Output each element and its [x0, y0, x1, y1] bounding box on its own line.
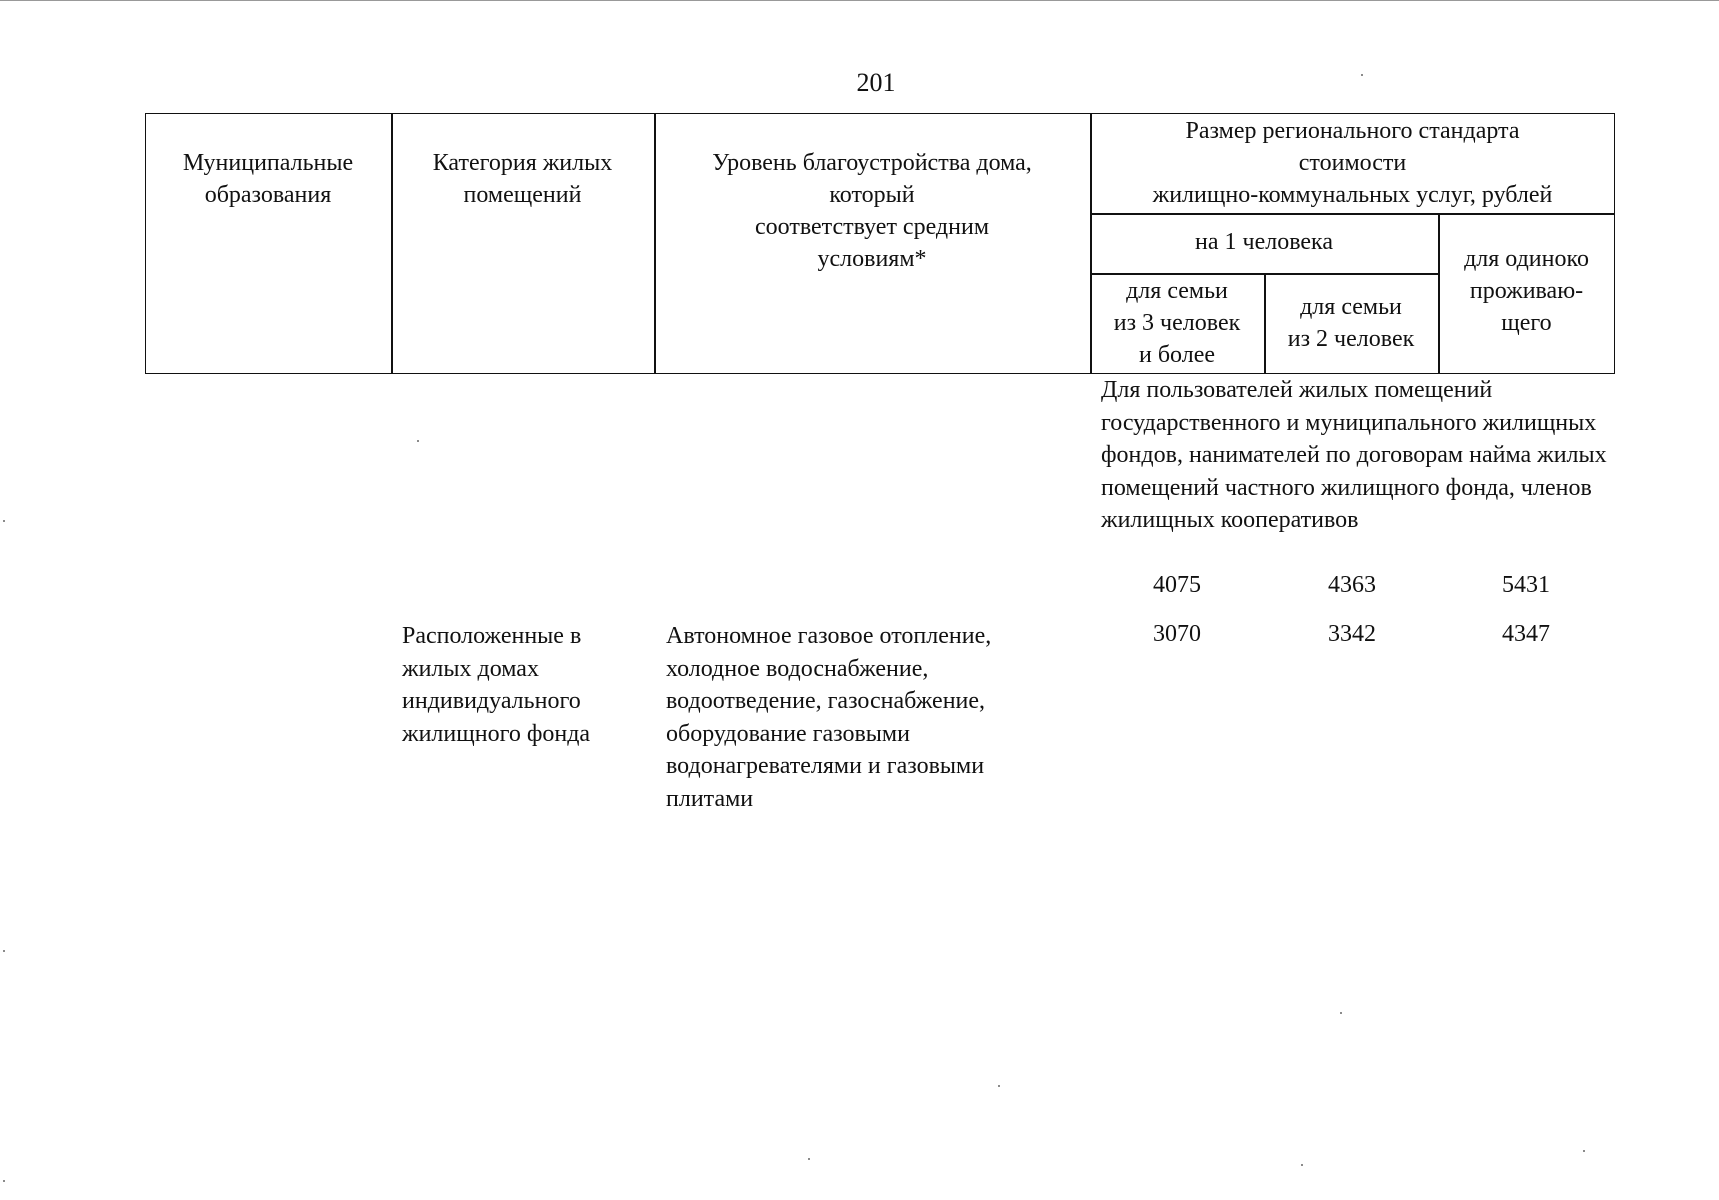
row2-level: Автономное газовое отопление, холодное водоснабжение, водоотведение, газоснабжение, оборудование газовыми водонагревателями и газовыми плитами: [666, 623, 992, 812]
section-title: Для пользователей жилых помещений государственного и муниципального жилищных фондов, нанимателей по договорам найма жилых помещений частного жилищного фонда, членов жилищных кооперативов: [1101, 377, 1607, 533]
header-level: Уровень благоустройства дома, который соответствует средним условиям*: [712, 150, 1032, 272]
header-category: Категория жилых помещений: [432, 150, 613, 208]
header-family3: для семьи из 3 человек и более: [1113, 278, 1241, 368]
header-single: для одиноко проживаю- щего: [1464, 246, 1589, 336]
row1-family3-value: 4075: [1153, 572, 1201, 598]
table-header: [145, 113, 1615, 374]
scan-edge-line: [0, 0, 1719, 1]
header-municipal: Муниципальные образования: [182, 150, 354, 208]
scan-speck: [1583, 1150, 1585, 1152]
scan-speck: [3, 520, 5, 522]
header-family2: для семьи из 2 человек: [1287, 294, 1415, 352]
row2-family2-value: 3342: [1328, 621, 1376, 647]
row-divider: [1090, 213, 1615, 215]
scan-speck: [808, 1158, 810, 1160]
scan-speck: [417, 440, 419, 442]
scan-speck: [3, 950, 5, 952]
page-number: 201: [856, 68, 896, 97]
scan-speck: [1361, 74, 1363, 76]
scan-speck: [1301, 1164, 1303, 1166]
row2-single-value: 4347: [1502, 621, 1550, 647]
scan-speck: [998, 1085, 1000, 1087]
row2-category: Расположенные в жилых домах индивидуального жилищного фонда: [402, 623, 591, 747]
scan-speck: [1340, 1012, 1342, 1014]
row1-single-value: 5431: [1502, 572, 1550, 598]
header-standard: Размер регионального стандарта стоимости жилищно-коммунальных услуг, рублей: [1152, 118, 1553, 208]
scan-speck: [3, 1180, 5, 1182]
header-per-person: на 1 человека: [1195, 229, 1333, 255]
row2-family3-value: 3070: [1153, 621, 1201, 647]
row1-family2-value: 4363: [1328, 572, 1376, 598]
